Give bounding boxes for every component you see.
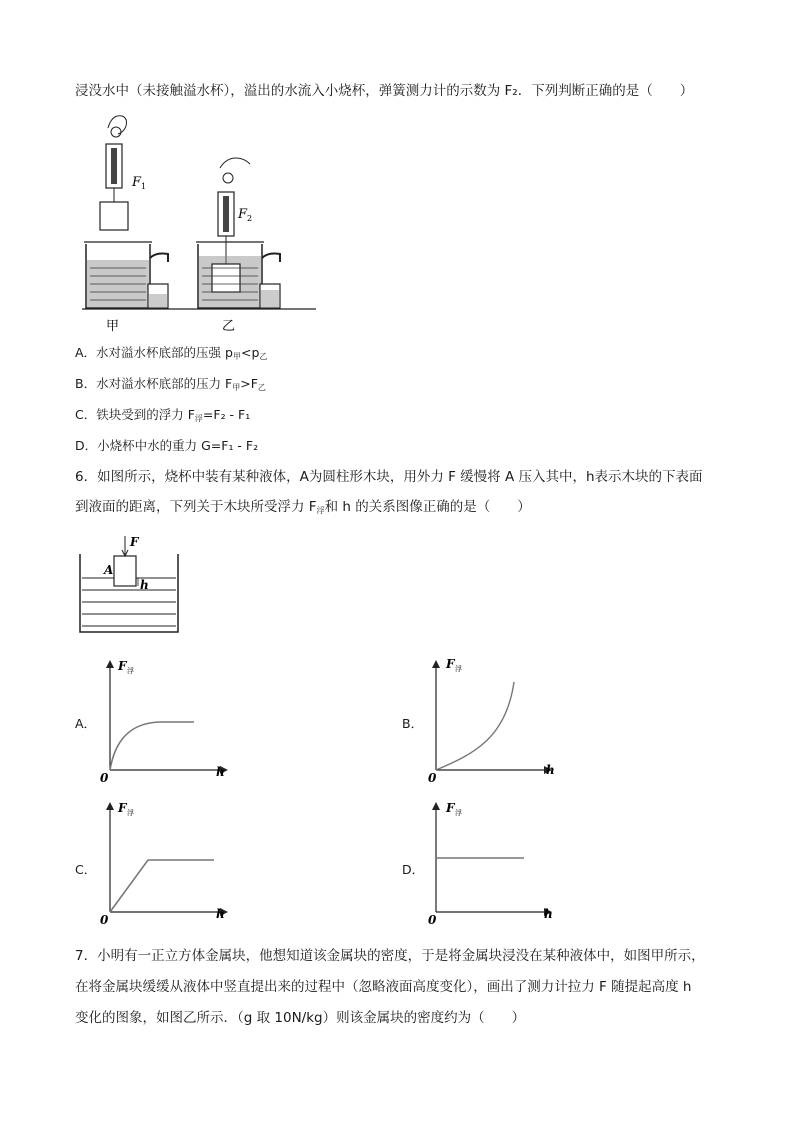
svg-text:0: 0	[428, 913, 437, 927]
q5-figure	[80, 108, 320, 338]
q6-option-d-label: D．	[402, 862, 425, 877]
graph-c	[96, 796, 236, 928]
q6-line-2: 到液面的距离，下列关于木块所受浮力 $F_浮$和 h 的关系图像正确的是（ ）	[75, 499, 531, 515]
f1-subscript: 1	[141, 182, 147, 191]
f2-label: F	[238, 207, 248, 222]
q6-option-c-label: C．	[75, 862, 97, 877]
q6-option-a-label: A．	[75, 716, 97, 731]
q6-option-b-label: B．	[402, 716, 424, 731]
svg-text:0: 0	[100, 771, 109, 785]
q7-line-3: 变化的图象，如图乙所示．（g 取 10N/kg）则该金属块的密度约为（ ）	[75, 1010, 526, 1026]
f1-label: F	[132, 175, 142, 190]
svg-text:0: 0	[428, 771, 437, 785]
svg-text:浮: 浮	[455, 809, 462, 817]
svg-text:F: F	[118, 801, 127, 815]
q5-option-c: C．铁块受到的浮力 $F_浮=F_2 - F_1$	[75, 407, 251, 423]
graph-a	[96, 654, 236, 786]
q5-option-a: A．水对溢水杯底部的压强 $p_甲<p_乙$	[75, 345, 268, 361]
svg-text:h: h	[216, 907, 225, 921]
svg-text:F: F	[446, 657, 455, 671]
q6-a-label: A	[104, 563, 114, 577]
q6-f-label: F	[130, 535, 139, 549]
svg-text:h: h	[216, 765, 225, 779]
q6-figure	[78, 530, 182, 636]
q5-option-b: B．水对溢水杯底部的压力 $F_甲>F_乙$	[75, 376, 266, 392]
graph-d	[424, 796, 564, 928]
q5-stem-line: 浸没水中（未接触溢水杯），溢出的水流入小烧杯，弹簧测力计的示数为 F₂．下列判断正确的是（ ）	[75, 83, 694, 99]
graph-b	[424, 654, 564, 786]
svg-text:F: F	[118, 659, 127, 673]
svg-text:0: 0	[100, 913, 109, 927]
svg-text:h: h	[544, 907, 553, 921]
svg-text:浮: 浮	[127, 667, 134, 675]
q6-line-1: 6．如图所示，烧杯中装有某种液体，A为圆柱形木块，用外力 F 缓慢将 A 压入其中，h表示木块的下表面	[75, 469, 703, 485]
svg-text:浮: 浮	[455, 665, 462, 673]
yi-label: 乙	[222, 319, 236, 334]
q7-line-2: 在将金属块缓缓从液体中竖直提出来的过程中（忽略液面高度变化），画出了测力计拉力 F 随提起高度 h	[75, 979, 692, 995]
q7-line-1: 7．小明有一正立方体金属块，他想知道该金属块的密度，于是将金属块浸没在某种液体中，如图甲所示，	[75, 948, 705, 964]
q6-h-label: h	[140, 578, 149, 592]
svg-text:h: h	[546, 763, 555, 777]
jia-label: 甲	[106, 319, 120, 334]
svg-text:浮: 浮	[127, 809, 134, 817]
f2-subscript: 2	[247, 214, 253, 223]
svg-text:F: F	[446, 801, 455, 815]
q5-option-d: D．小烧杯中水的重力 G=F₁ - F₂	[75, 438, 259, 453]
